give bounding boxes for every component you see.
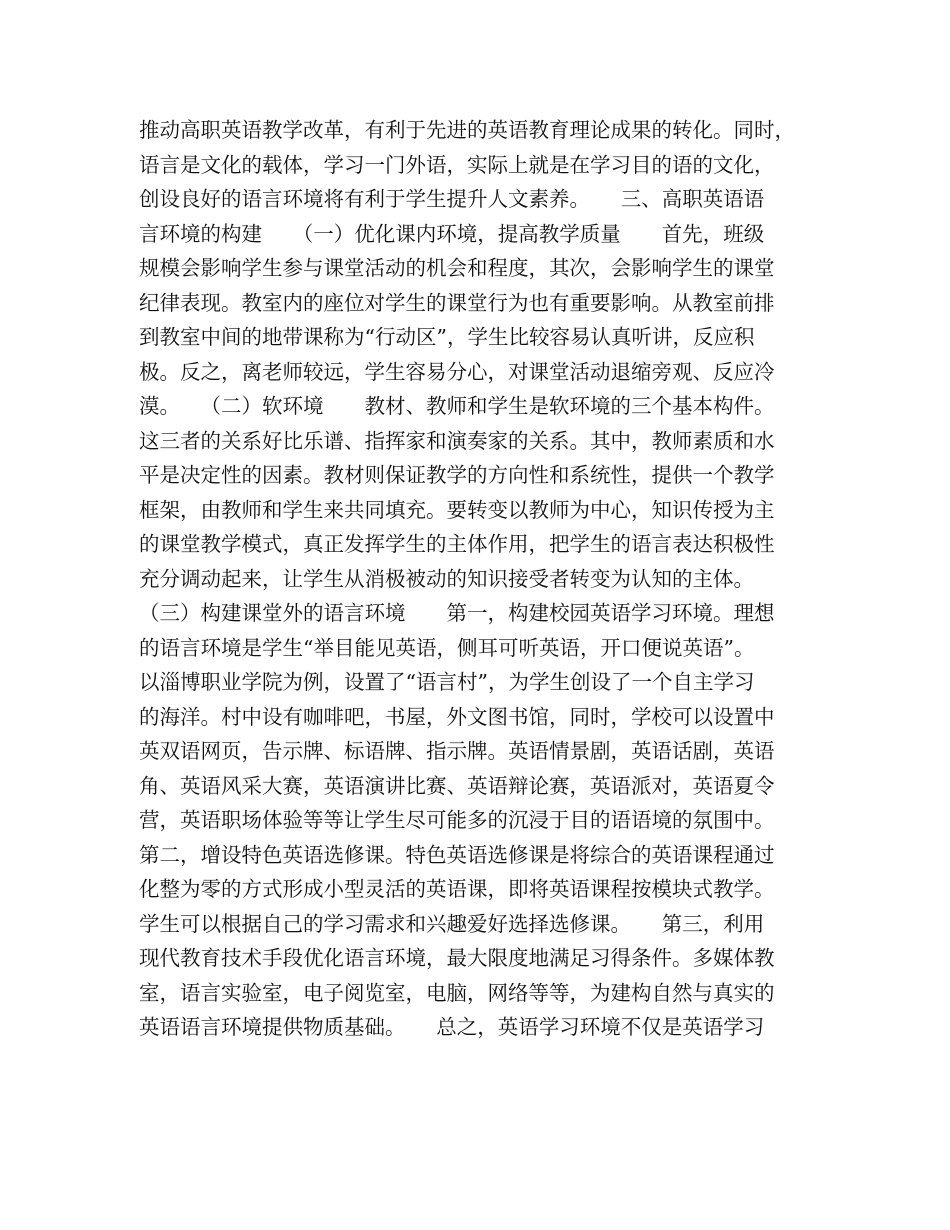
text-line: 室，语言实验室，电子阅览室，电脑，网络等等，为建构自然与真实的 [139, 980, 775, 1005]
text-line: 言环境的构建 （一）优化课内环境，提高教学质量 首先，班级 [139, 221, 765, 246]
text-line: 的课堂教学模式，真正发挥学生的主体作用，把学生的语言表达积极性 [139, 532, 775, 556]
text-line: 角、英语风采大赛，英语演讲比赛、英语辩论赛，英语派对，英语夏令 [139, 773, 775, 798]
text-line: 英语语言环境提供物质基础。 总之，英语学习环境不仅是英语学习 [139, 1015, 765, 1039]
text-line: 推动高职英语教学改革，有利于先进的英语教育理论成果的转化。同时， [139, 118, 795, 142]
text-line: 极。反之，离老师较远，学生容易分心，对课堂活动退缩旁观、反应冷 [139, 359, 775, 384]
text-line: 的语言环境是学生“举目能见英语，侧耳可听英语，开口便说英语”。 [139, 635, 755, 660]
text-line: 英双语网页，告示牌、标语牌、指示牌。英语情景剧，英语话剧，英语 [139, 739, 775, 763]
text-line: 创设良好的语言环境将有利于学生提升人文素养。 三、高职英语语 [139, 187, 765, 211]
text-line: 语言是文化的载体，学习一门外语，实际上就是在学习目的语的文化， [139, 152, 775, 177]
text-line: 纪律表现。教室内的座位对学生的课堂行为也有重要影响。从教室前排 [139, 290, 775, 315]
text-line: 规模会影响学生参与课堂活动的机会和程度，其次，会影响学生的课堂 [139, 256, 775, 280]
text-line: 第二，增设特色英语选修课。特色英语选修课是将综合的英语课程通过 [139, 842, 775, 867]
text-line: 到教室中间的地带课称为“行动区”，学生比较容易认真听讲，反应积 [139, 325, 755, 349]
text-line: 以淄博职业学院为例，设置了“语言村”，为学生创设了一个自主学习 [139, 670, 755, 694]
text-line: 学生可以根据自己的学习需求和兴趣爱好选择选修课。 第三，利用 [139, 911, 765, 936]
text-line: 漠。 （二）软环境 教材、教师和学生是软环境的三个基本构件。 [139, 394, 775, 418]
text-line: 现代教育技术手段优化语言环境，最大限度地满足习得条件。多媒体教 [139, 946, 775, 970]
text-line: 的海洋。村中设有咖啡吧，书屋，外文图书馆，同时，学校可以设置中 [139, 704, 775, 729]
text-line: （三）构建课堂外的语言环境 第一，构建校园英语学习环境。理想 [139, 601, 775, 625]
text-line: 平是决定性的因素。教材则保证教学的方向性和系统性，提供一个教学 [139, 463, 775, 487]
text-line: 这三者的关系好比乐谱、指挥家和演奏家的关系。其中，教师素质和水 [139, 428, 775, 453]
text-line: 化整为零的方式形成小型灵活的英语课，即将英语课程按模块式教学。 [139, 877, 775, 901]
body-text [139, 113, 839, 1045]
text-line: 框架，由教师和学生来共同填充。要转变以教师为中心，知识传授为主 [139, 497, 775, 522]
text-line: 充分调动起来，让学生从消极被动的知识接受者转变为认知的主体。 [139, 566, 754, 591]
text-line: 营，英语职场体验等等让学生尽可能多的沉浸于目的语语境的氛围中。 [139, 808, 775, 832]
